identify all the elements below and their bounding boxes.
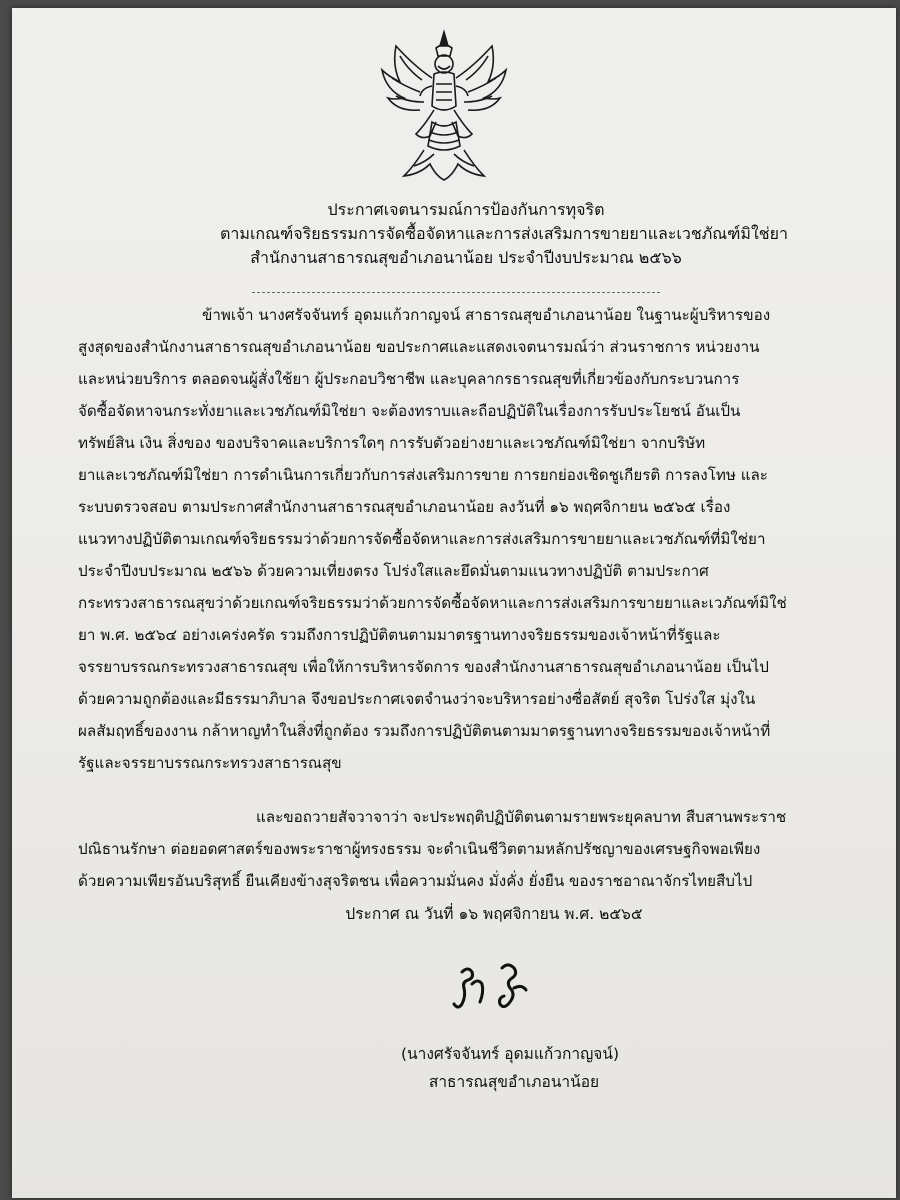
body-line: สูงสุดของสำนักงานสาธารณสุขอำเภอนาน้อย ขอประกาศและแสดงเจตนารมณ์ว่า ส่วนราชการ หน่วยงาน (78, 338, 760, 356)
header-office-year: สำนักงานสาธารณสุขอำเภอนาน้อย ประจำปีงบประมาณ ๒๕๖๖ (250, 248, 682, 267)
announcement-date: ประกาศ ณ วันที่ ๑๖ พฤศจิกายน พ.ศ. ๒๕๖๕ (345, 905, 643, 923)
oath-line: ด้วยความเพียรอันบริสุทธิ์ ยืนเคียงข้างสุจริตชน เพื่อความมั่นคง มั่งคั่ง ยั่งยืน ของราชอาณาจักรไทยสืบไป (78, 872, 753, 890)
body-line: ด้วยความถูกต้องและมีธรรมาภิบาล จึงขอประกาศเจตจำนงว่าจะบริหารอย่างซื่อสัตย์ สุจริต โปร่งใส มุ่งใน (78, 690, 756, 708)
oath-line: และขอถวายสัจวาจาว่า จะประพฤติปฏิบัติตนตามรายพระยุคลบาท สืบสานพระราช (256, 808, 787, 826)
body-line: จรรยาบรรณกระทรวงสาธารณสุข เพื่อให้การบริหารจัดการ ของสำนักงานสาธารณสุขอำเภอนาน้อย เป็นไป (78, 658, 769, 676)
body-line: ข้าพเจ้า นางศรัจจันทร์ อุดมแก้วกาญจน์ สาธารณสุขอำเภอนาน้อย ในฐานะผู้บริหารของ (202, 306, 771, 324)
garuda-emblem (374, 26, 514, 186)
oath-line: ปณิธานรักษา ต่อยอดศาสตร์ของพระราชาผู้ทรงธรรม จะดำเนินชีวิตตามหลักปรัชญาของเศรษฐกิจพอเพียง (78, 840, 761, 858)
document-page (12, 8, 896, 1198)
body-line: ประจำปีงบประมาณ ๒๕๖๖ ด้วยความเที่ยงตรง โปร่งใสและยึดมั่นตามแนวทางปฏิบัติ ตามประกาศ (78, 562, 709, 580)
body-line: แนวทางปฏิบัติตามเกณฑ์จริยธรรมว่าด้วยการจัดซื้อจัดหาและการส่งเสริมการขายยาและเวชภัณฑ์ที่มิใช่ยา (78, 530, 766, 548)
signer-position: สาธารณสุขอำเภอนาน้อย (428, 1073, 600, 1091)
body-line: ยา พ.ศ. ๒๕๖๔ อย่างเคร่งครัด รวมถึงการปฏิบัติตนตามมาตรฐานทางจริยธรรมของเจ้าหน้าที่รัฐและ (78, 626, 721, 644)
body-line: กระทรวงสาธารณสุขว่าด้วยเกณฑ์จริยธรรมว่าด้วยการจัดซื้อจัดหาและการส่งเสริมการขายยาและเวภัณฑ์มิใช่ (78, 594, 787, 612)
body-line: ผลสัมฤทธิ์ของงาน กล้าหาญทำในสิ่งที่ถูกต้อง รวมถึงการปฏิบัติตนตามมาตรฐานทางจริยธรรมของเจ้าหน้าที่ (78, 722, 771, 740)
body-line: จัดซื้อจัดหาจนกระทั่งยาและเวชภัณฑ์มิใช่ยา จะต้องทราบและถือปฏิบัติในเรื่องการรับประโยชน์ อันเป็น (78, 402, 741, 420)
body-line: ยาและเวชภัณฑ์มิใช่ยา การดำเนินการเกี่ยวกับการส่งเสริมการขาย การยกย่องเชิดชูเกียรติ การลงโทษ และ (78, 466, 768, 484)
header-title: ประกาศเจตนารมณ์การป้องกันการทุจริต (327, 200, 605, 219)
body-line: รัฐและจรรยาบรรณกระทรวงสาธารณสุข (78, 754, 342, 772)
body-line: ทรัพย์สิน เงิน สิ่งของ ของบริจาคและบริการใดๆ การรับตัวอย่างยาและเวชภัณฑ์มิใช่ยา จากบริษัท (78, 434, 706, 452)
body-line: และหน่วยบริการ ตลอดจนผู้สั่งใช้ยา ผู้ประกอบวิชาชีพ และบุคลากรธารณสุขที่เกี่ยวข้องกับกระบวนการ (78, 370, 740, 388)
header-divider (252, 292, 660, 293)
signer-name: (นางศรัจจันทร์ อุดมแก้วกาญจน์) (401, 1045, 619, 1063)
body-line: ระบบตรวจสอบ ตามประกาศสำนักงานสาธารณสุขอำเภอนาน้อย ลงวันที่ ๑๖ พฤศจิกายน ๒๕๖๕ เรื่อง (78, 498, 731, 516)
document-header (12, 198, 896, 270)
handwritten-signature (442, 958, 562, 1028)
header-subtitle: ตามเกณฑ์จริยธรรมการจัดซื้อจัดหาและการส่งเสริมการขายยาและเวชภัณฑ์มิใช่ยา (220, 224, 788, 243)
